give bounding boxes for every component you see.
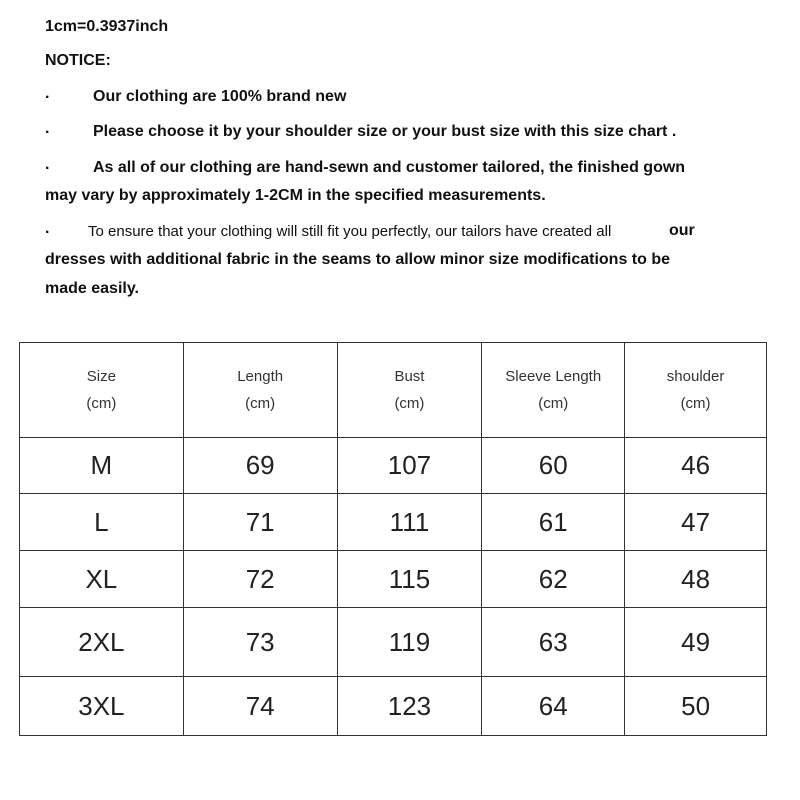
table-row bbox=[20, 608, 767, 677]
table-cell: 46 bbox=[625, 438, 767, 494]
table-cell: 49 bbox=[625, 608, 767, 677]
table-row bbox=[20, 438, 767, 494]
table-row bbox=[20, 494, 767, 551]
table-cell: L bbox=[20, 494, 184, 551]
table-cell: 60 bbox=[482, 438, 625, 494]
notice-heading: NOTICE: bbox=[45, 52, 111, 69]
table-cell: 61 bbox=[482, 494, 625, 551]
table-cell: 119 bbox=[337, 608, 482, 677]
header-shoulder: shoulder (cm) bbox=[625, 343, 767, 438]
notice-fit-line1b: our bbox=[669, 222, 695, 239]
table-cell: M bbox=[20, 438, 184, 494]
bullet-1: · bbox=[45, 89, 51, 106]
table-header-row bbox=[20, 343, 767, 438]
table-cell: 62 bbox=[482, 551, 625, 608]
table-cell: 107 bbox=[337, 438, 482, 494]
notice-handsewn-line2: may vary by approximately 1-2CM in the specified measurements. bbox=[45, 187, 546, 204]
table-cell: 48 bbox=[625, 551, 767, 608]
notice-size-choice: Please choose it by your shoulder size or your bust size with this size chart . bbox=[93, 123, 677, 140]
table-row bbox=[20, 677, 767, 736]
notice-handsewn-line1: As all of our clothing are hand-sewn and customer tailored, the finished gown bbox=[93, 159, 686, 176]
table-cell: 3XL bbox=[20, 677, 184, 736]
notice-fit-line3: made easily. bbox=[45, 280, 139, 297]
notice-new: Our clothing are 100% brand new bbox=[93, 88, 347, 105]
header-length: Length (cm) bbox=[183, 343, 337, 438]
header-bust: Bust (cm) bbox=[337, 343, 482, 438]
table-cell: 50 bbox=[625, 677, 767, 736]
notice-fit-line1a: To ensure that your clothing will still fit you perfectly, our tailors have created all bbox=[88, 223, 612, 240]
table-cell: 115 bbox=[337, 551, 482, 608]
unit-conversion: 1cm=0.3937inch bbox=[45, 18, 169, 35]
table-cell: 123 bbox=[337, 677, 482, 736]
bullet-3: · bbox=[45, 160, 51, 177]
header-sleeve-length: Sleeve Length (cm) bbox=[482, 343, 625, 438]
table-cell: XL bbox=[20, 551, 184, 608]
bullet-4: · bbox=[45, 224, 51, 241]
notice-fit-line2: dresses with additional fabric in the seams to allow minor size modifications to be bbox=[45, 251, 671, 268]
table-cell: 111 bbox=[337, 494, 482, 551]
table-cell: 69 bbox=[183, 438, 337, 494]
table-cell: 63 bbox=[482, 608, 625, 677]
table-cell: 74 bbox=[183, 677, 337, 736]
table-cell: 71 bbox=[183, 494, 337, 551]
table-row bbox=[20, 551, 767, 608]
table-cell: 72 bbox=[183, 551, 337, 608]
table-cell: 73 bbox=[183, 608, 337, 677]
table-cell: 47 bbox=[625, 494, 767, 551]
table-cell: 2XL bbox=[20, 608, 184, 677]
table-cell: 64 bbox=[482, 677, 625, 736]
size-chart-table bbox=[19, 342, 767, 736]
header-size: Size (cm) bbox=[20, 343, 184, 438]
bullet-2: · bbox=[45, 124, 51, 141]
